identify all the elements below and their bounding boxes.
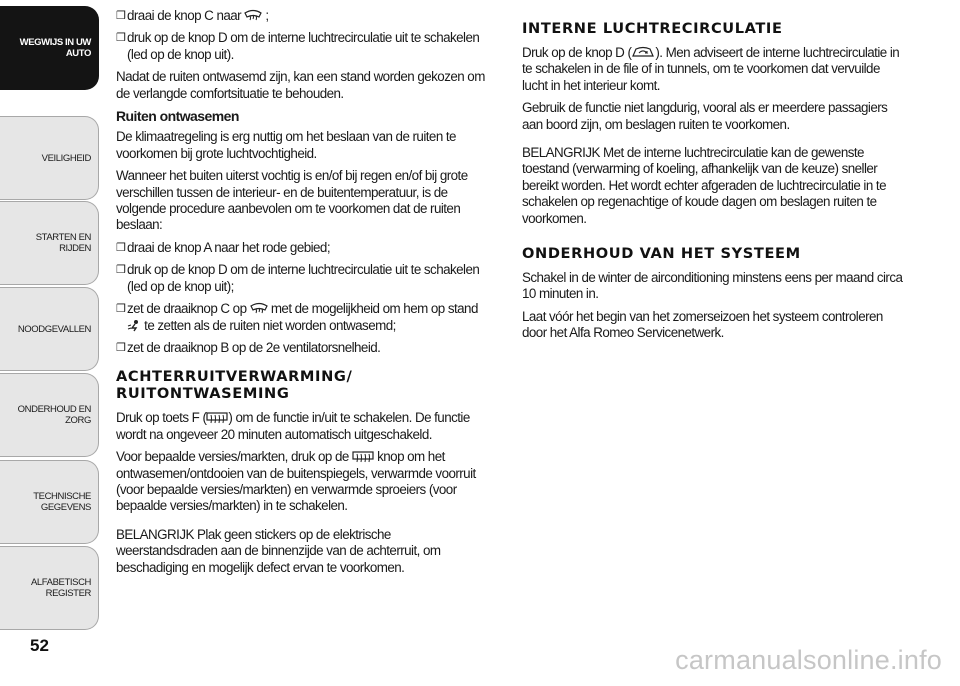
paragraph: Nadat de ruiten ontwasemd zijn, kan een stand worden gekozen om de verlangde comfortsituatie te behouden.: [116, 69, 485, 101]
list-item: ❒ zet de draaiknop C op met de mogelijkheid om hem op stand te zetten als de ruiten niet worden ontwasemd;: [116, 301, 478, 333]
paragraph: Voor bepaalde versies/markten, druk op de knop om het ontwasemen/ontdooien van de buitenspiegels, verwarmde voorruit (voor bepaalde versies/markten) en verwarmde sproeiers (voor bepaalde versies/markten) in te schakelen.: [116, 449, 476, 514]
checkbox-bullet-icon: ❒: [116, 32, 126, 45]
chapter-sidebar: [0, 0, 101, 640]
page-number: 52: [30, 636, 49, 655]
paragraph: Schakel in de winter de airconditioning minstens eens per maand circa 10 minuten in.: [522, 270, 903, 302]
windscreen-defrost-icon: [250, 302, 268, 315]
heading-onderhoud-van-het-systeem: ONDERHOUD VAN HET SYSTEEM: [522, 245, 801, 263]
subheading-ruiten-ontwasemen: Ruiten ontwasemen: [116, 108, 239, 125]
watermark: carmanualsonline.info: [675, 645, 942, 675]
list-item: ❒ druk op de knop D om de interne luchtrecirculatie uit te schakelen (led op de knop uit);: [116, 262, 480, 294]
paragraph: Druk op de knop D ( ). Men adviseert de interne luchtrecirculatie in te schakelen in de file of in tunnels, om te voorkomen dat vervuilde lucht in het interieur komt.: [522, 45, 900, 93]
heading-achterruitverwarming: ACHTERRUITVERWARMING/ RUITONTWASEMING: [116, 368, 353, 403]
tab-alfabetisch-register[interactable]: ALFABETISCH REGISTER: [0, 546, 99, 630]
feet-windscreen-airflow-icon: [127, 319, 141, 332]
paragraph: Wanneer het buiten uiterst vochtig is en/of bij regen en/of bij grote verschillen tussen de interieur- en de buitentemperatuur, is de volgende procedure aanbevolen om te voorkomen dat de ruiten beslaan:: [116, 168, 468, 233]
list-item: ❒ druk op de knop D om de interne luchtrecirculatie uit te schakelen (led op de knop uit).: [116, 30, 480, 62]
checkbox-bullet-icon: ❒: [116, 341, 126, 354]
list-item: ❒ zet de draaiknop B op de 2e ventilatorsnelheid.: [116, 339, 381, 355]
tab-veiligheid[interactable]: VEILIGHEID: [0, 116, 99, 200]
heading-interne-luchtrecirculatie: INTERNE LUCHTRECIRCULATIE: [522, 20, 783, 37]
rear-window-heater-icon: [352, 451, 374, 463]
tab-onderhoud-en-zorg[interactable]: ONDERHOUD EN ZORG: [0, 373, 99, 457]
tab-starten-en-rijden[interactable]: STARTEN EN RIJDEN: [0, 201, 99, 285]
tab-wegwijs-in-uw-auto[interactable]: WEGWIJS IN UW AUTO: [0, 6, 99, 90]
windscreen-defrost-icon: [244, 9, 262, 22]
important-note: BELANGRIJK Plak geen stickers op de elektrische weerstandsdraden aan de binnenzijde van de achterruit, om beschadiging en mogelijk defect ervan te voorkomen.: [116, 526, 441, 575]
paragraph: De klimaatregeling is erg nuttig om het beslaan van de ruiten te voorkomen bij grote luchtvochtigheid.: [116, 129, 456, 161]
list-item: ❒ draai de knop C naar ;: [116, 8, 269, 23]
air-recirculation-icon: [631, 46, 655, 59]
checkbox-bullet-icon: ❒: [116, 241, 126, 254]
left-column: [116, 8, 492, 582]
right-column: [522, 20, 908, 348]
rear-window-heater-icon: [206, 412, 228, 424]
paragraph: Laat vóór het begin van het zomerseizoen het systeem controleren door het Alfa Romeo Servicenetwerk.: [522, 308, 883, 341]
tab-noodgevallen[interactable]: NOODGEVALLEN: [0, 287, 99, 371]
checkbox-bullet-icon: ❒: [116, 10, 126, 22]
tab-technische-gegevens[interactable]: TECHNISCHE GEGEVENS: [0, 460, 99, 544]
checkbox-bullet-icon: ❒: [116, 303, 126, 316]
list-item: ❒ draai de knop A naar het rode gebied;: [116, 239, 331, 255]
checkbox-bullet-icon: ❒: [116, 264, 126, 277]
paragraph: Gebruik de functie niet langdurig, vooral als er meerdere passagiers aan boord zijn, om beslagen ruiten te voorkomen.: [522, 100, 888, 132]
important-note: BELANGRIJK Met de interne luchtrecirculatie kan de gewenste toestand (verwarming of koeling, afhankelijk van de keuze) sneller bereikt worden. Het wordt echter afgeraden de luchtrecirculatie in te schakelen op regenachtige of koude dagen om beslagen ruiten te voorkomen.: [522, 145, 886, 226]
paragraph: Druk op toets F ( ) om de functie in/uit te schakelen. De functie wordt na ongeveer 20 minuten automatisch uitgeschakeld.: [116, 410, 470, 442]
